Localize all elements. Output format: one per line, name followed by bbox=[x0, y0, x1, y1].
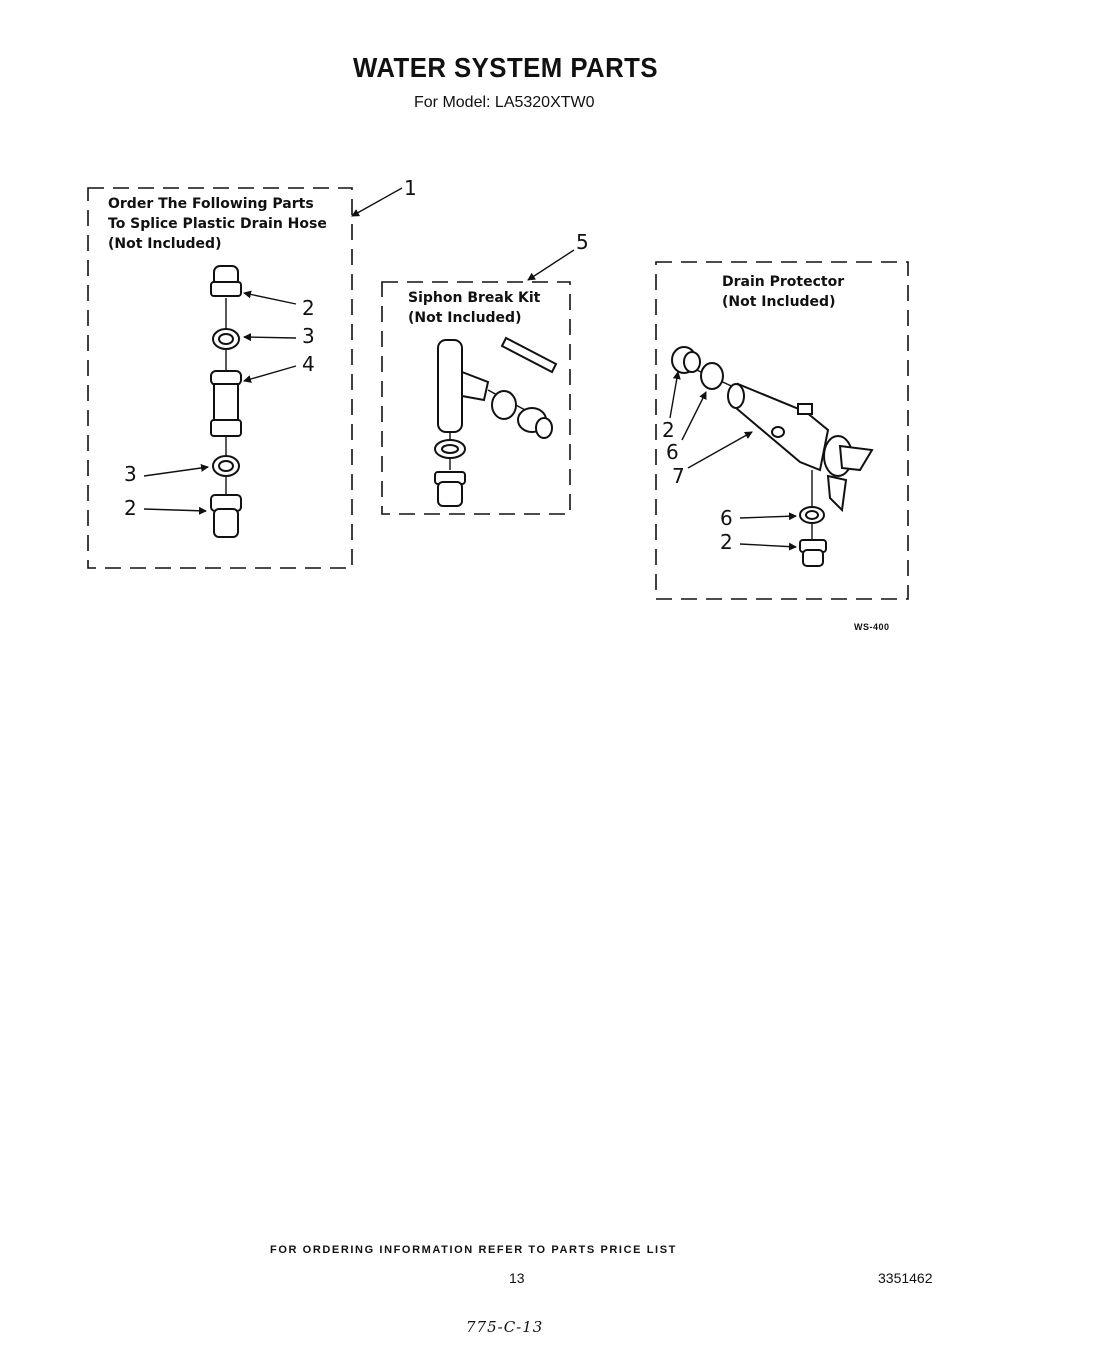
siphon-ring-right bbox=[492, 391, 516, 419]
callout-splice-top-cap: 2 bbox=[302, 296, 315, 320]
splice-label-line-1: Order The Following Parts bbox=[108, 196, 314, 212]
callout-drain-ring-left: 6 bbox=[666, 440, 679, 464]
drain-protector-body bbox=[736, 384, 828, 470]
drain-label-line-2: (Not Included) bbox=[722, 294, 836, 310]
callout-drain-body: 7 bbox=[672, 464, 685, 488]
siphon-rod bbox=[502, 338, 556, 372]
arrow-drain-cap-left bbox=[670, 372, 678, 418]
callout-1: 1 bbox=[404, 176, 417, 200]
figure-code: WS-400 bbox=[854, 622, 890, 632]
drain-protector-illustration bbox=[672, 347, 872, 566]
callout-drain-cap-bottom: 2 bbox=[720, 530, 733, 554]
splice-label-line-3: (Not Included) bbox=[108, 236, 222, 252]
arrow-drain-cap-bottom bbox=[740, 544, 796, 547]
callout-splice-top-ring: 3 bbox=[302, 324, 315, 348]
ordering-information: FOR ORDERING INFORMATION REFER TO PARTS PRICE LIST bbox=[270, 1244, 677, 1256]
splice-label-line-2: To Splice Plastic Drain Hose bbox=[108, 216, 327, 232]
splice-parts-illustration bbox=[211, 266, 241, 537]
callout-splice-coupler: 4 bbox=[302, 352, 315, 376]
drain-label-line-1: Drain Protector bbox=[722, 274, 845, 290]
siphon-kit-illustration bbox=[435, 338, 556, 506]
arrow-splice-top-ring bbox=[244, 337, 296, 338]
drain-ring-left bbox=[701, 363, 723, 389]
siphon-label-line-2: (Not Included) bbox=[408, 310, 522, 326]
page-number: 13 bbox=[509, 1270, 525, 1286]
callout-drain-cap-left: 2 bbox=[662, 418, 675, 442]
arrow-splice-top-cap bbox=[244, 293, 296, 304]
drain-box-label bbox=[722, 272, 844, 312]
siphon-label-line-1: Siphon Break Kit bbox=[408, 290, 541, 306]
arrow-splice-bottom-cap bbox=[144, 509, 206, 511]
callout-splice-bottom-cap: 2 bbox=[124, 496, 137, 520]
leader-5 bbox=[528, 250, 574, 280]
arrow-splice-bottom-ring bbox=[144, 467, 208, 476]
callout-5: 5 bbox=[576, 230, 589, 254]
siphon-tee bbox=[438, 340, 462, 432]
arrow-drain-body bbox=[688, 432, 752, 468]
handwritten-note: 775-C-13 bbox=[466, 1318, 544, 1336]
callout-splice-bottom-ring: 3 bbox=[124, 462, 137, 486]
arrow-drain-ring-bottom bbox=[740, 516, 796, 518]
arrow-splice-coupler bbox=[244, 366, 296, 381]
arrow-drain-ring-left bbox=[682, 392, 706, 440]
leader-1 bbox=[352, 188, 402, 216]
splice-box-label bbox=[108, 194, 327, 254]
coupler bbox=[211, 371, 241, 436]
page-title: WATER SYSTEM PARTS bbox=[353, 52, 659, 83]
document-number: 3351462 bbox=[878, 1270, 933, 1286]
siphon-box-label bbox=[408, 288, 540, 328]
callout-drain-ring-bottom: 6 bbox=[720, 506, 733, 530]
model-subtitle: For Model: LA5320XTW0 bbox=[414, 94, 595, 111]
